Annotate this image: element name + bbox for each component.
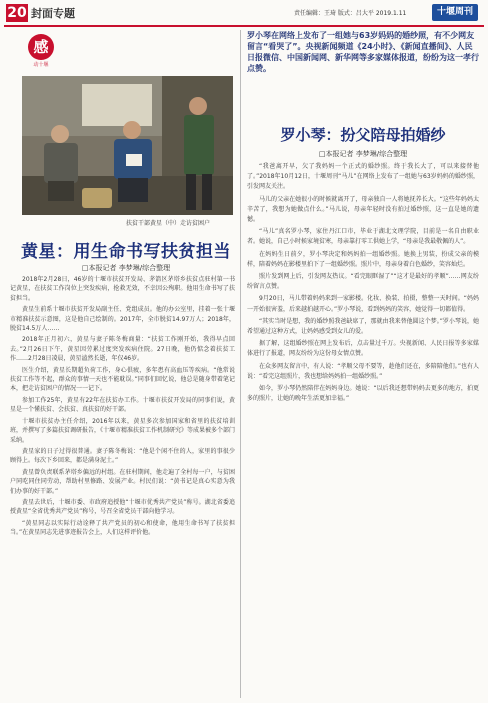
paragraph: 如今，罗小琴仍然陪伴在妈妈身边。她说：“以后我还想带妈妈去更多的地方，拍更多的照片，让她的晚年生活更加幸福。”: [247, 385, 479, 403]
paragraph: “黄星同志以实际行动诠释了共产党员的初心和使命，他用生命书写了扶贫担当。”在黄星同志先进事迹报告会上，人们这样评价他。: [10, 519, 235, 537]
paragraph: “马儿”真名罗小琴，家住丹江口市，毕业于湖北文理学院，目前是一名自由职业者。她说，自己小时候家境贫寒，母亲靠打零工供她上学，“母亲是我最敬佩的人”。: [247, 228, 479, 246]
paragraph: “我爸离开早，欠了我妈妈一个正式的婚纱照。终于我长大了，可以来接替他了。”2018年10月12日，十堰周刊“马儿”在网络上发布了一组她与63岁妈妈的婚纱照，引发网友关注。: [247, 163, 479, 191]
column-divider: [240, 30, 241, 698]
paragraph: 马儿的父亲在她很小的时候就离开了，母亲独自一人将她抚养长大。“这些年妈妈太辛苦了，我想为她做点什么。”马儿说，母亲年轻时没有拍过婚纱照，这一直是她的遗憾。: [247, 195, 479, 224]
paragraph: 医生介绍，黄星长期超负荷工作，身心俱疲，多年患有高血压等疾病。“他常说扶贫工作等不起，群众的事情一天也不能耽误。”同事们回忆说，他总是随身带着笔记本，把走访贫困户的情况一一记下。: [10, 366, 235, 393]
paragraph: 2018年正月初六，黄星与妻子陈冬梅商量：“扶贫工作刚开始，我得早点回去。”2月26日下午，黄星因劳累过度突发疾病住院。27日晚，他仍惦念着扶贫工作……2月28日凌晨，黄星溘然长逝，年仅46岁。: [10, 336, 235, 363]
right-article-body: [247, 162, 479, 698]
left-byline: □本报记者 李梦琳/综合整理: [81, 264, 171, 272]
section-name: 封面专题: [31, 7, 75, 20]
page-header: [0, 0, 488, 26]
brand-logo: 十堰周刊: [432, 4, 478, 21]
right-headline: 罗小琴：扮父陪母拍婚纱: [280, 126, 446, 144]
paragraph: 据了解，这组婚纱照在网上发布后，点击量过千万。央视新闻、人民日报等多家媒体进行了报道，网友纷纷为这份母女情点赞。: [247, 340, 479, 358]
header-rule: [4, 25, 484, 27]
page-number: 20: [7, 5, 27, 21]
paragraph: 在众多网友留言中，有人说：“孝顺父母不要等，趁他们还在，多陪陪他们。”也有人说：“看完这组照片，我也想给妈妈拍一组婚纱照。”: [247, 362, 479, 380]
left-article-body: [10, 275, 235, 700]
paragraph: 黄星家的日子过得很普通。妻子陈冬梅说：“他是个闲不住的人，家里的事很少顾得上。每次下乡回来，都是满身泥土。”: [10, 447, 235, 465]
paragraph: 9月20日，马儿带着妈妈来到一家影楼。化妆、换装、拍摄，整整一天时间。“妈妈一开始很害羞，后来越拍越开心。”罗小琴说，看到妈妈的笑容，她觉得一切都值得。: [247, 295, 479, 313]
paragraph: 十堰市扶贫办主任介绍，2016年以来，黄星多次参加国家和省里的扶贫培训班，并撰写了多篇扶贫调研报告，《十堰市精准扶贫工作机制研究》等成果被多个部门采纳。: [10, 417, 235, 444]
photo-caption: 扶贫干部黄星（中）走访贫困户: [126, 220, 211, 227]
photo-illustration: [22, 76, 233, 215]
paragraph: 参加工作25年，黄星有22年在扶贫办工作。十堰市扶贫开发局的同事们说，黄星是一个懂扶贫、会扶贫、真扶贫的好干部。: [10, 396, 235, 414]
seal-subtitle: 动十堰: [33, 62, 49, 68]
paragraph: 黄星曾负责联系茅塔乡偏远的村组。在驻村期间，他走遍了全村每一户，与贫困户同吃同住同劳动，帮助村里修路、发展产业。村民们说：“黄书记是真心实意为我们办事的好干部。”: [10, 468, 235, 495]
paragraph: 黄星生前系十堰市扶贫开发局副主任、党组成员。他的办公室里，挂着一张十堰市精准扶贫示意图，这是他自己绘制的。2017年，全市脱贫14.97万人；2018年，脱贫14.5万人……: [10, 306, 235, 333]
paragraph: 照片发到网上后，引发网友热议。“看完眼眶湿了”“这才是最好的孝顺”……网友纷纷留言点赞。: [247, 273, 479, 291]
paragraph: 黄星去世后，十堰市委、市政府追授他“十堰市优秀共产党员”称号。湖北省委追授黄星“全省优秀共产党员”称号，号召全省党员干部向他学习。: [10, 498, 235, 516]
right-lead: 罗小琴在网络上发布了一组她与63岁妈妈的婚纱照，有不少网友留言“看哭了”。央视新闻频道《24小时》、《新闻直播间》、人民日报微信、中国新闻网、新华网等多家媒体报道，纷纷为这一孝行点赞。: [247, 31, 479, 73]
right-byline: □本报记者 李梦琳/综合整理: [318, 150, 408, 158]
paragraph: 在妈妈生日前夕，罗小琴决定和妈妈拍一组婚纱照。她换上男装，扮成父亲的模样，陪着妈妈在影楼里拍下了一组婚纱照。照片中，母亲身着白色婚纱，笑容灿烂。: [247, 250, 479, 268]
editor-credits: 责任编辑：王琦 版式：吕大平 2019.1.11: [294, 10, 407, 17]
story-photo: [22, 76, 233, 215]
seal-badge: 感: [28, 34, 54, 60]
paragraph: 2018年2月28日，46岁的十堰市扶贫开发局、茅箭区茅塔乡扶贫点驻村第一书记黄星，在扶贫工作岗位上突发疾病，抢救无效，不幸因公殉职。他用生命书写了扶贫担当。: [10, 276, 235, 302]
left-headline: 黄星：用生命书写扶贫担当: [21, 242, 231, 262]
paragraph: “其实当时是想，我的婚纱照我爸缺席了，那就由我来替他圆这个梦。”罗小琴说，她希望通过这种方式，让妈妈感受到女儿的爱。: [247, 317, 479, 336]
